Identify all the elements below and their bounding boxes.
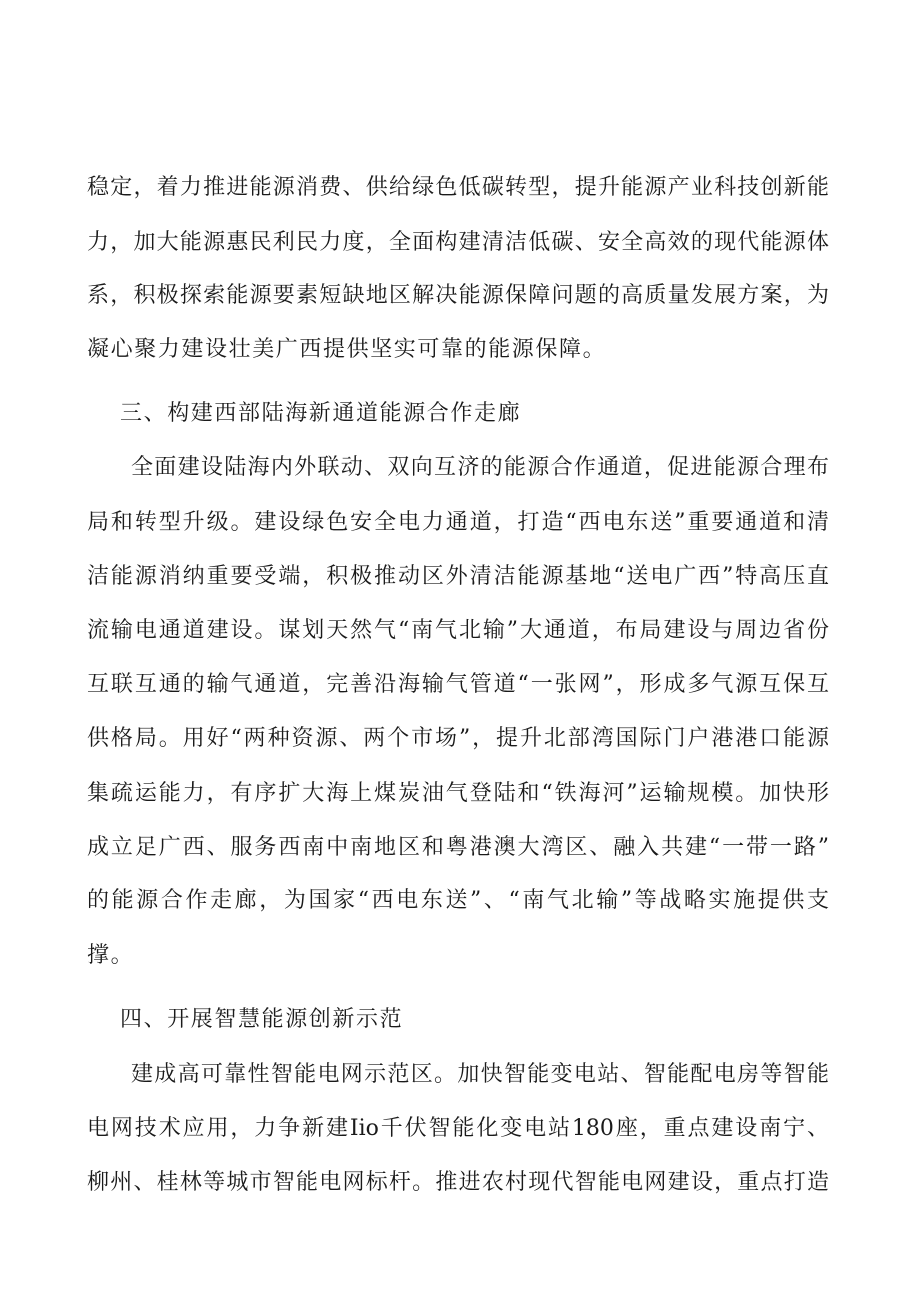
paragraph-line: 力，加大能源惠民利民力度，全面构建清洁低碳、安全高效的现代能源体 xyxy=(87,230,829,255)
paragraph-line: 凝心聚力建设壮美广西提供坚实可靠的能源保障。 xyxy=(87,337,607,362)
paragraph-line: 稳定，着力推进能源消费、供给绿色低碳转型，提升能源产业科技创新能 xyxy=(87,175,829,200)
paragraph-line: 互联互通的输气通道，完善沿海输气管道“一张网”，形成多气源互保互 xyxy=(87,672,829,697)
paragraph-line: 系，积极探索能源要素短缺地区解决能源保障问题的高质量发展方案，为 xyxy=(87,283,829,308)
paragraph-line: 流输电通道建设。谋划天然气“南气北输”大通道，布局建设与周边省份 xyxy=(87,618,829,643)
paragraph-line: 供格局。用好“两种资源、两个市场”，提升北部湾国际门户港港口能源 xyxy=(87,726,829,751)
paragraph-line: 局和转型升级。建设绿色安全电力通道，打造“西电东送”重要通道和清 xyxy=(87,510,829,535)
paragraph-line: 集疏运能力，有序扩大海上煤炭油气登陆和“铁海河”运输规模。加快形 xyxy=(87,781,829,806)
paragraph-line: 洁能源消纳重要受端，积极推动区外清洁能源基地“送电广西”特高压直 xyxy=(87,564,829,589)
paragraph-line: 全面建设陆海内外联动、双向互济的能源合作通道，促进能源合理布 xyxy=(131,455,829,480)
section-heading: 四、开展智慧能源创新示范 xyxy=(120,1007,404,1032)
paragraph-line: 建成高可靠性智能电网示范区。加快智能变电站、智能配电房等智能 xyxy=(131,1062,829,1087)
paragraph-line: 电网技术应用，力争新建Iio千伏智能化变电站180座，重点建设南宁、 xyxy=(87,1116,829,1141)
paragraph-line: 柳州、桂林等城市智能电网标杆。推进农村现代智能电网建设，重点打造 xyxy=(87,1170,829,1195)
paragraph-line: 成立足广西、服务西南中南地区和粤港澳大湾区、融入共建“一带一路” xyxy=(87,835,829,860)
section-heading: 三、构建西部陆海新通道能源合作走廊 xyxy=(120,401,522,426)
paragraph-line: 的能源合作走廊，为国家“西电东送”、“南气北输”等战略实施提供支 xyxy=(87,888,829,913)
paragraph-line: 撑。 xyxy=(87,943,135,968)
